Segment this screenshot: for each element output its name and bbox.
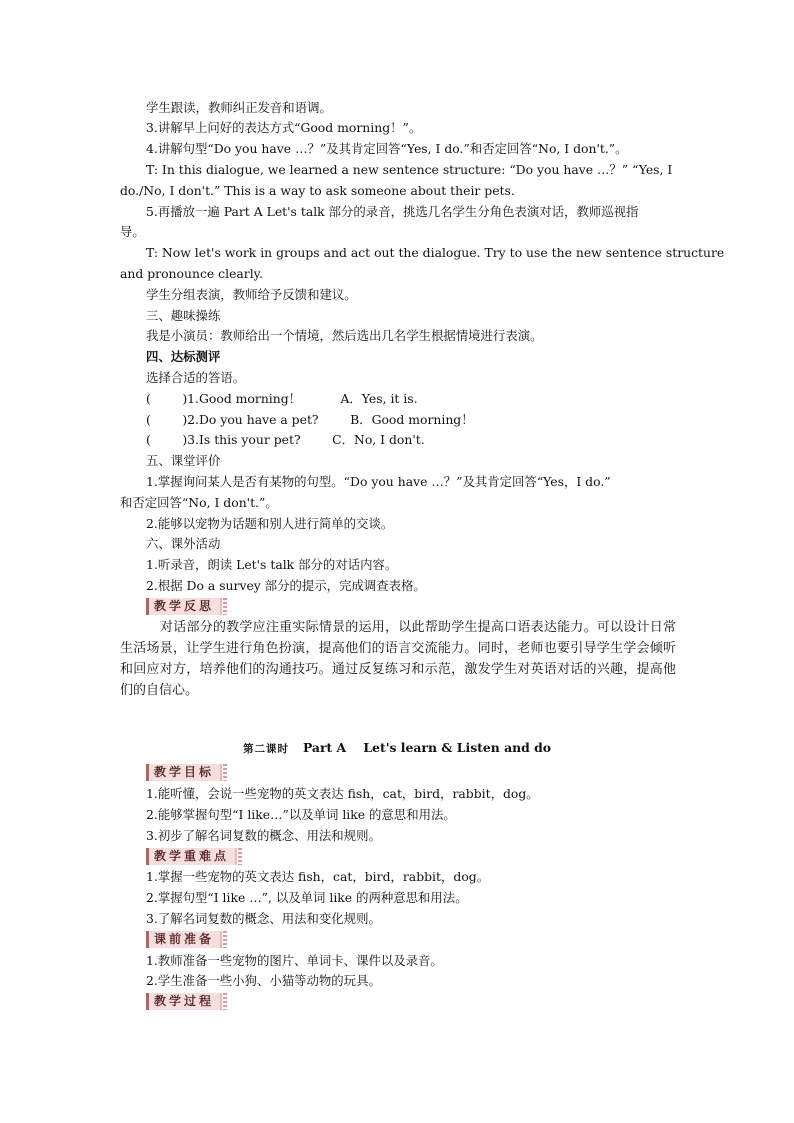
lesson-number: 第二课时 bbox=[242, 743, 289, 755]
key-point-item: 3.了解名词复数的概念、用法和变化规则。 bbox=[146, 911, 381, 926]
text-line: 2.能够以宠物为话题和别人进行简单的交谈。 bbox=[146, 516, 394, 531]
text-line: 选择合适的答语。 bbox=[146, 370, 246, 385]
text-line: T: Now let's work in groups and act out the dialogue. Try to use the new sentence structure bbox=[146, 245, 725, 260]
preparation-item: 2.学生准备一些小狗、小猫等动物的玩具。 bbox=[146, 973, 381, 988]
quiz-item: ( )3.Is this your pet? C．No, I don't. bbox=[146, 432, 425, 447]
section-heading: 三、趣味操练 bbox=[146, 308, 221, 323]
section-heading: 四、达标测评 bbox=[146, 349, 221, 364]
reflection-paragraph: 对话部分的教学应注重实际情景的运用，以此帮助学生提高口语表达能力。可以设计日常生活场景，让学生进行角色扮演，提高他们的语言交流能力。同时，老师也要引导学生学会倾听和回应对方，培养他们的沟通技巧。通过反复练习和示范，激发学生对英语对话的兴趣，提高他们的自信心。 bbox=[120, 620, 676, 698]
preparation-tag: 课前准备 bbox=[146, 931, 222, 948]
text-line: 1.掌握询问某人是否有某物的句型。“Do you have …？”及其肯定回答“Yes，I do.” bbox=[146, 474, 611, 489]
text-line: 和否定回答“No, I don't.”。 bbox=[120, 495, 278, 510]
quiz-item: ( )2.Do you have a pet? B．Good morning！ bbox=[146, 412, 474, 427]
section-heading: 五、课堂评价 bbox=[146, 453, 221, 468]
objectives-tag: 教学目标 bbox=[146, 764, 222, 781]
text-line: and pronounce clearly. bbox=[120, 266, 263, 281]
objective-item: 3.初步了解名词复数的概念、用法和规则。 bbox=[146, 828, 381, 843]
text-line: 4.讲解句型“Do you have …？”及其肯定回答“Yes, I do.”和否定回答“No, I don't.”。 bbox=[146, 141, 628, 156]
text-line: T: In this dialogue, we learned a new sentence structure: “Do you have …？” “Yes, I bbox=[146, 162, 673, 177]
preparation-item: 1.教师准备一些宠物的图片、单词卡、课件以及录音。 bbox=[146, 953, 443, 968]
text-line: 2.根据 Do a survey 部分的提示，完成调查表格。 bbox=[146, 578, 426, 593]
key-point-item: 2.掌握句型“I like …”, 以及单词 like 的两种意思和用法。 bbox=[146, 890, 468, 905]
objective-item: 2.能够掌握句型“I like…”以及单词 like 的意思和用法。 bbox=[146, 807, 456, 822]
reflection-tag: 教学反思 bbox=[146, 598, 222, 615]
key-points-tag: 教学重难点 bbox=[146, 848, 237, 865]
lesson-name: Part A Let's learn & Listen and do bbox=[302, 740, 552, 755]
text-line: 3.讲解早上问好的表达方式“Good morning！”。 bbox=[146, 120, 422, 135]
objective-item: 1.能听懂，会说一些宠物的英文表达 fish，cat，bird，rabbit，dog。 bbox=[146, 786, 539, 801]
section-heading: 六、课外活动 bbox=[146, 536, 221, 551]
text-line: 学生分组表演，教师给予反馈和建议。 bbox=[146, 287, 357, 302]
lesson-title bbox=[0, 740, 794, 756]
text-line: do./No, I don't.” This is a way to ask someone about their pets. bbox=[120, 183, 515, 198]
text-line: 学生跟读，教师纠正发音和语调。 bbox=[146, 100, 332, 115]
process-tag: 教学过程 bbox=[146, 993, 222, 1010]
text-line: 我是小演员：教师给出一个情境，然后选出几名学生根据情境进行表演。 bbox=[146, 328, 543, 343]
quiz-item: ( )1.Good morning！ A．Yes, it is. bbox=[146, 391, 418, 406]
key-point-item: 1.掌握一些宠物的英文表达 fish，cat，bird，rabbit，dog。 bbox=[146, 869, 490, 884]
text-line: 1.听录音，朗读 Let's talk 部分的对话内容。 bbox=[146, 557, 398, 572]
text-line: 5.再播放一遍 Part A Let's talk 部分的录音，挑选几名学生分角色表演对话，教师巡视指 bbox=[146, 204, 639, 219]
text-line: 导。 bbox=[120, 224, 145, 239]
